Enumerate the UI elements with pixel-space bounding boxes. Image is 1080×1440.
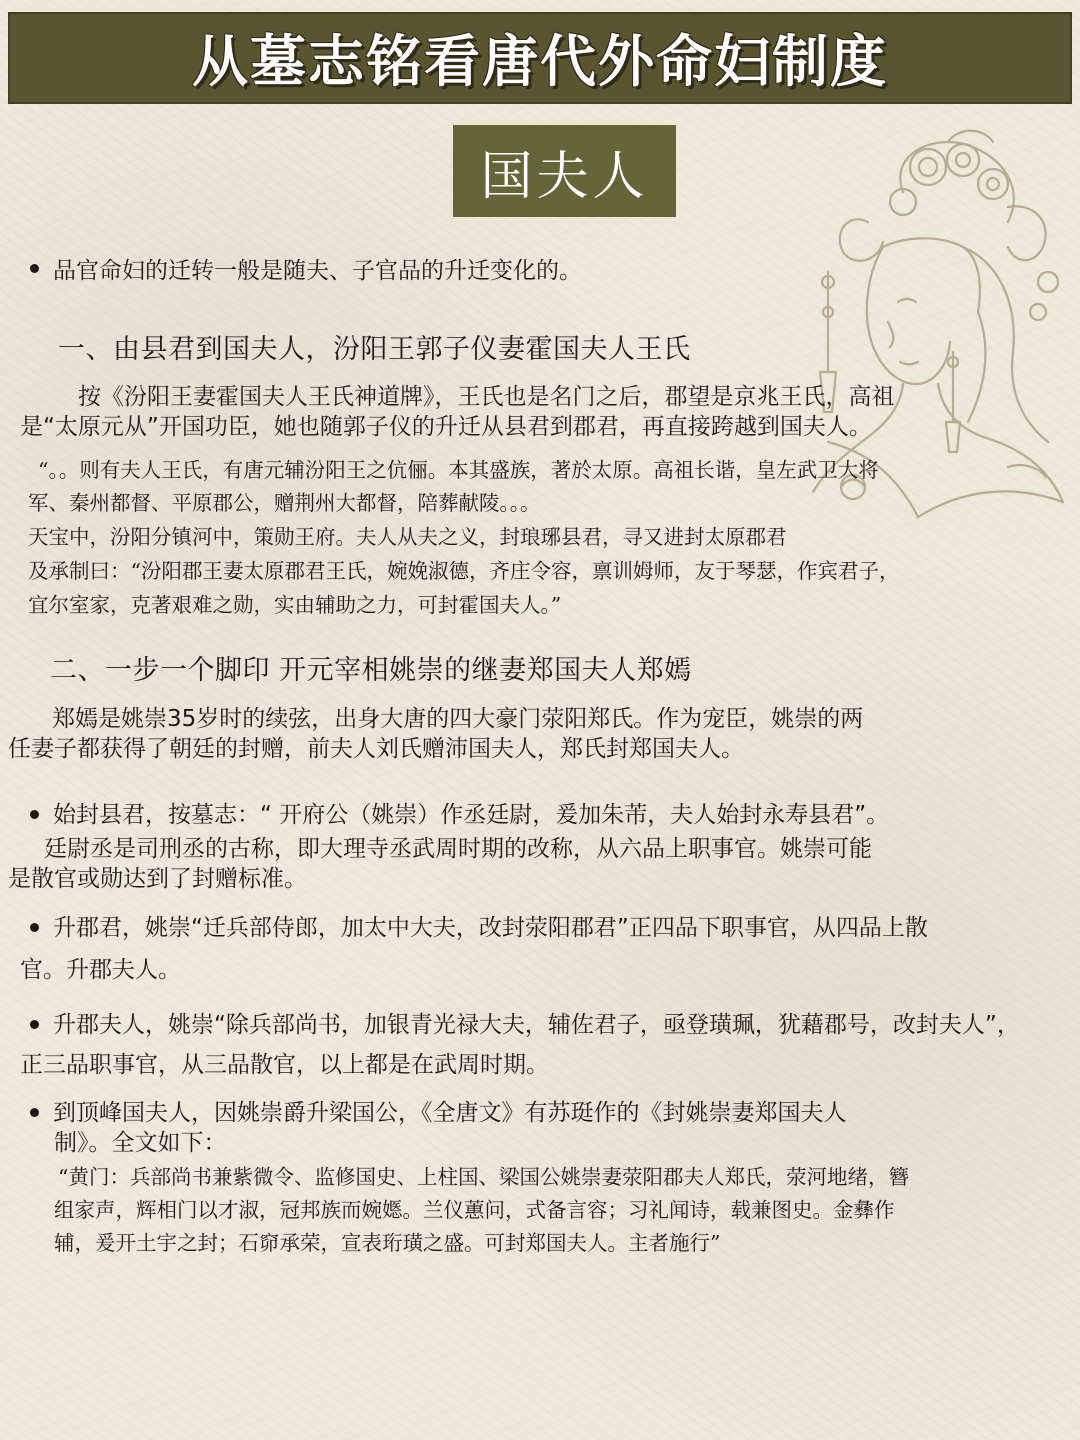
bullet-dot-icon: [30, 1108, 39, 1117]
part2-para1-line2: 任妻子都获得了朝廷的封赠，前夫人刘氏赠沛国夫人，郑氏封郑国夫人。: [8, 736, 744, 762]
bullet4: [30, 1094, 847, 1127]
bullet-dot-icon: [30, 810, 39, 819]
part1-para1-line2: 是“太原元从”开国功臣，她也随郭子仪的升迁从县君到郡君，再直接跨越到国夫人。: [20, 414, 872, 440]
bullet4-lead: 到顶峰国夫人，因姚崇爵升梁国公，《全唐文》有苏珽作的《封姚崇妻郑国夫人: [53, 1100, 847, 1126]
bullet2: [30, 909, 928, 942]
bullet-dot-icon: [30, 264, 39, 273]
bullet2-line1: 官。升郡夫人。: [20, 957, 181, 983]
bullet4-quote-line1: “黄门：兵部尚书兼紫微令、监修国史、上柱国、梁国公姚崇妻荥阳郡夫人郑氏，荥河地绪，簪: [58, 1165, 909, 1189]
part1-quote2-line3: 宜尔室家，克著艰难之勋，实由辅助之力，可封霍国夫人。”: [28, 593, 562, 617]
intro-bullet: [30, 252, 582, 285]
intro-bullet-text: 品官命妇的迁转一般是随夫、子官品的升迁变化的。: [53, 258, 582, 284]
part2-heading: 二、一步一个脚印 开元宰相姚崇的继妻郑国夫人郑嫣: [50, 655, 692, 686]
title-banner: [8, 12, 1072, 104]
bullet3: [30, 1006, 1020, 1039]
bullet3-line1: 正三品职事官，从三品散官，以上都是在武周时期。: [20, 1052, 549, 1078]
part1-quote1-line1: “。。则有夫人王氏，有唐元辅汾阳王之伉俪。本其盛族，著於太原。高祖长谐，皇左武卫大将: [38, 458, 879, 482]
bullet-dot-icon: [30, 1020, 39, 1029]
part2-para1-line1: 郑嫣是姚崇35岁时的续弦，出身大唐的四大豪门荥阳郑氏。作为宠臣，姚崇的两: [52, 706, 864, 732]
bullet4-quote-line2: 组家声，辉相门以才淑，冠邦族而婉嫕。兰仪蕙问，式备言容；习礼闻诗，载兼图史。金彝作: [54, 1198, 895, 1222]
section-label-box: [453, 125, 676, 217]
bullet-dot-icon: [30, 923, 39, 932]
part1-quote2-line1: 天宝中，汾阳分镇河中，策勋王府。夫人从夫之义，封琅琊县君，寻又进封太原郡君: [28, 525, 787, 549]
bullet1-line2: 是散官或勋达到了封赠标准。: [8, 866, 307, 892]
bullet4-quote-line3: 辅，爰开土宇之封；石窌承荣，宣表珩璜之盛。可封郑国夫人。主者施行”: [54, 1231, 721, 1255]
part1-quote2-line2: 及承制曰：“汾阳郡王妻太原郡君王氏，婉娩淑德，齐庄令容，禀训姆师，友于琴瑟，作宾君子，: [28, 559, 900, 583]
part1-heading: 一、由县君到国夫人，汾阳王郭子仪妻霍国夫人王氏: [58, 334, 691, 365]
bullet1-line1: 廷尉丞是司刑丞的古称，即大理寺丞武周时期的改称，从六品上职事官。姚崇可能: [44, 836, 872, 862]
bullet1-lead: 始封县君，按墓志：“ 开府公（姚崇）作丞廷尉，爰加朱芾，夫人始封永寿县君”。: [53, 802, 890, 828]
bullet3-lead: 升郡夫人，姚崇“除兵部尚书，加银青光禄大夫，辅佐君子，亟登璜珮，犹藉郡号，改封夫人”，: [53, 1012, 1020, 1038]
bullet1: [30, 796, 889, 829]
bullet4-line1: 制》。全文如下：: [54, 1130, 227, 1156]
bullet2-lead: 升郡君，姚崇“迁兵部侍郎，加太中大夫，改封荥阳郡君”正四品下职事官，从四品上散: [53, 915, 928, 941]
part1-para1-line1: 按《汾阳王妻霍国夫人王氏神道牌》，王氏也是名门之后，郡望是京兆王氏，高祖: [78, 384, 895, 410]
part1-quote1-line2: 军、秦州都督、平原郡公，赠荆州大都督，陪葬献陵。。。: [28, 491, 541, 515]
section-label: 国夫人: [480, 146, 649, 207]
page-title: 从墓志铭看唐代外命妇制度: [192, 30, 888, 95]
